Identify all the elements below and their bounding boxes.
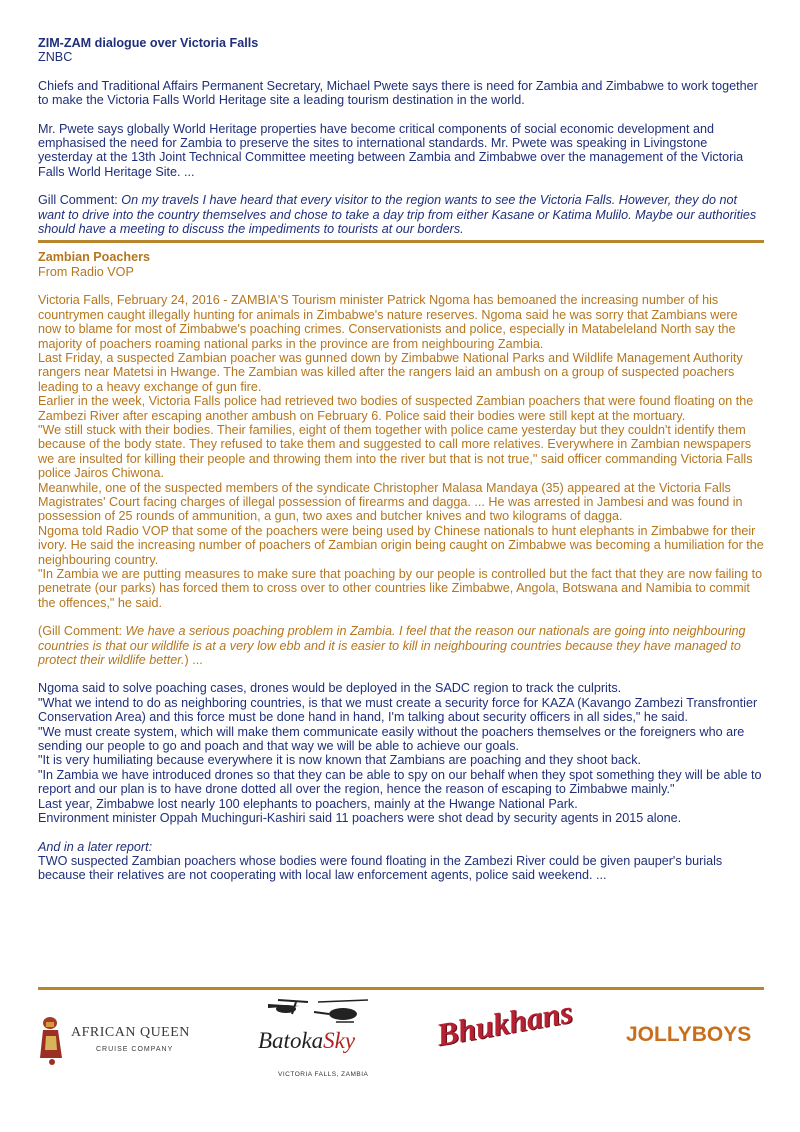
article-paragraph: Environment minister Oppah Muchinguri-Kashiri said 11 poachers were shot dead by security agents in 2015 alone.: [38, 811, 682, 826]
comment-text: On my travels I have heard that every visitor to the region wants to see the Victoria Falls. However, they do not want to drive into the country themselves and chose to take a day trip from either Kasane or Katima Mulilo. Maybe our authorities should have a meeting to discuss the impediments to tourists at our borders.: [38, 193, 757, 237]
article-source: ZNBC: [38, 50, 73, 65]
article-paragraph: Meanwhile, one of the suspected members of the syndicate Christopher Malasa Mandaya (35) appeared at the Victoria Falls Magistrates' Court facing charges of illegal possession of firearms and dagga. ... He was arrested in Jambesi and was found in possession of 25 rounds of ammunition, a gun, two axes and butcher knives and two kilograms of dagga.: [38, 480, 743, 524]
article-paragraph: Chiefs and Traditional Affairs Permanent Secretary, Michael Pwete says there is need for Zambia and Zimbabwe to work together to make the Victoria Falls World Heritage site a leading tourism destination in the world.: [38, 78, 758, 108]
article-paragraph: Ngoma told Radio VOP that some of the poachers were being used by Chinese nationals to hunt elephants in Zimbabwe for their ivory. He said the increasing number of poachers of Zambian origin being caught on Zimbabwe was becoming a humiliation for the neighbouring country.: [38, 523, 764, 567]
article-paragraph: "We still stuck with their bodies. Their families, eight of them together with police came yesterday but they couldn't identify them because of the body state. They refused to take them and suggested to call more relatives. Everywhere in Zambian newspapers we are insulted for killing their people and throwing them into the river but that is not true," said officer commanding Victoria Falls police Jairos Chiwona.: [38, 422, 753, 481]
sponsor-logos: [38, 990, 764, 1090]
later-report-label: And in a later report:: [38, 839, 153, 854]
bhukhans-wordmark: Bhukhans: [433, 993, 576, 1053]
batoka-wordmark: [258, 1028, 356, 1053]
batoka-sky-logo: [248, 992, 398, 1087]
article-poachers-continued: [38, 667, 764, 882]
article-zim-zam: [38, 36, 764, 236]
later-report-text: TWO suspected Zambian poachers whose bodies were found floating in the Zambezi River could be given pauper's burials because their relatives are not cooperating with local law enforcement agents, police said weekend. ...: [38, 853, 723, 883]
article-paragraph: Mr. Pwete says globally World Heritage properties have become critical components of social economic development and emphasised the need for Zambia to preserve the sites to international standards. Mr. Pwete was speaking in Livingstone yesterday at the 13th Joint Technical Committee meeting between Zambia and Zimbabwe over the management of the Victoria Falls World Heritage Site. ...: [38, 121, 744, 179]
article-paragraph: Last year, Zimbabwe lost nearly 100 elephants to poachers, mainly at the Hwange National Park.: [38, 796, 578, 811]
article-zambian-poachers: [38, 250, 764, 667]
jollyboys-wordmark: JOLLYBOYS: [626, 1023, 752, 1046]
newsletter-page: [38, 36, 764, 883]
article-paragraph: "What we intend to do as neighboring countries, is that we must create a security force for KAZA (Kavango Zambezi Transfrontier Conservation Area) and this force must be done hand in hand, I'm talking about security officers in all sides," he said.: [38, 695, 758, 725]
comment-open: (Gill Comment:: [38, 624, 126, 639]
article-paragraph: Earlier in the week, Victoria Falls police had retrieved two bodies of suspected Zambian poachers that were found floating on the Zambezi River after escaping another ambush on February 6. Police said their bodies were still kept at the mortuary.: [38, 394, 754, 423]
comment-close: ) ...: [184, 653, 203, 668]
gill-comment: [38, 624, 764, 667]
sky-text: Sky: [323, 1028, 356, 1053]
african-queen-name: AFRICAN QUEEN: [71, 1025, 190, 1040]
batoka-tagline: VICTORIA FALLS, ZAMBIA: [278, 1071, 369, 1078]
aircraft-icon: [248, 992, 398, 1032]
article-source: From Radio VOP: [38, 264, 134, 279]
african-queen-logo: [38, 1012, 208, 1072]
section-divider: [38, 240, 764, 243]
comment-label: Gill Comment:: [38, 193, 122, 208]
article-paragraph: "In Zambia we have introduced drones so that they can be able to spy on our behalf when they spot something they will be able to report and our plan is to have drone dotted all over the region, hence the reason of escaping to Zimbabwe mainly.": [38, 767, 762, 797]
article-paragraph: Ngoma said to solve poaching cases, drones would be deployed in the SADC region to track the culprits.: [38, 681, 622, 696]
article-title: Zambian Poachers: [38, 250, 150, 265]
gill-comment: [38, 193, 764, 236]
batoka-text: Batoka: [258, 1028, 324, 1053]
article-paragraph: Last Friday, a suspected Zambian poacher was gunned down by Zimbabwe National Parks and Wildlife Management Authority rangers near Matetsi in Hwange. The Zambian was killed after the rangers laid an ambush on a group of suspected poachers leading to a heavy exchange of gun fire.: [38, 350, 743, 394]
article-paragraph: "It is very humiliating because everywhere it is now known that Zambians are poaching and they shoot back.: [38, 753, 641, 768]
jollyboys-logo: [626, 1023, 766, 1058]
queen-figure-icon: [38, 1014, 68, 1066]
bhukhans-logo: [433, 993, 586, 1072]
african-queen-tagline: CRUISE COMPANY: [96, 1046, 174, 1053]
article-paragraph: "We must create system, which will make them communicate easily without the poachers themselves or the foreigners who are sending our people to go and poach and that way we will be able to achieve our goals.: [38, 724, 745, 754]
article-title: ZIM-ZAM dialogue over Victoria Falls: [38, 36, 259, 50]
comment-text: We have a serious poaching problem in Zambia. I feel that the reason our nationals are going into neighbouring countries is that our wildlife is at a very low ebb and it is easier to kill in neighbouring countries because they have managed to protect their wildlife better.: [38, 624, 746, 668]
article-paragraph: Victoria Falls, February 24, 2016 - ZAMBIA'S Tourism minister Patrick Ngoma has bemoaned the increasing number of his countrymen caught illegally hunting for animals in Zimbabwe's nature reserves. Ngoma said he was sorry that Zambians were now to blame for most of Zimbabwe's poaching crimes. Conservationists and police, especially in Matabeleland North say the majority of poachers roaming national parks in the province are from neighbouring Zambia.: [38, 293, 738, 351]
article-paragraph: "In Zambia we are putting measures to make sure that poaching by our people is controlled but the fact that they are now failing to penetrate (our parks) has forced them to cross over to other countries like Zimbabwe, Angola, Botswana and Namibia to commit the offences," he said.: [38, 567, 763, 610]
